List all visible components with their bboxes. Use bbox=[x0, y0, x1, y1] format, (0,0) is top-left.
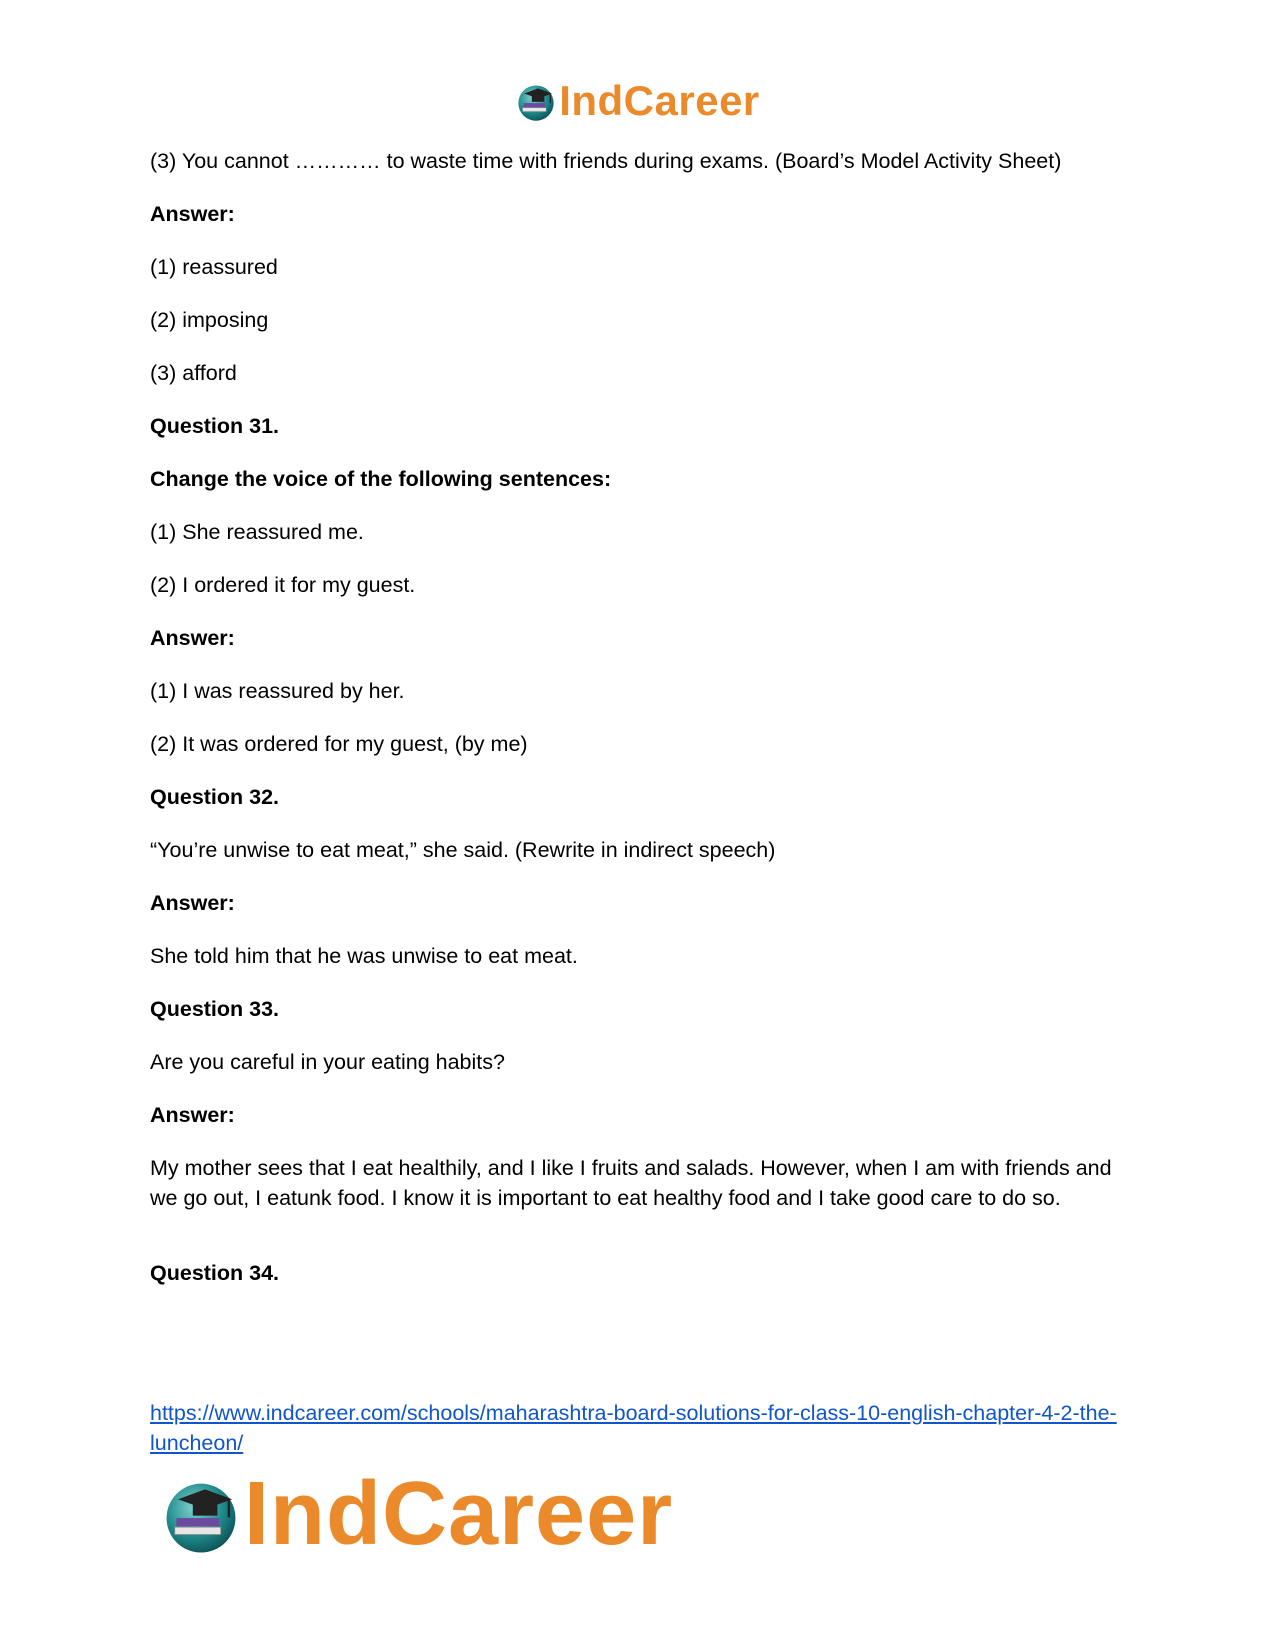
heading-text: Change the voice of the following sentences: bbox=[150, 467, 612, 491]
heading-text: Question 32. bbox=[150, 785, 280, 809]
body-text: (1) reassured bbox=[150, 255, 278, 279]
body-text: She told him that he was unwise to eat meat. bbox=[150, 944, 578, 968]
heading-text: Question 31. bbox=[150, 414, 280, 438]
heading-text: Answer: bbox=[150, 891, 235, 915]
body-text: (2) I ordered it for my guest. bbox=[150, 573, 416, 597]
footer-brand-text: IndCareer bbox=[244, 1464, 674, 1564]
header-logo bbox=[0, 78, 1275, 124]
body-text: (2) imposing bbox=[150, 308, 269, 332]
body-text: (1) I was reassured by her. bbox=[150, 679, 405, 703]
body-text: My mother sees that I eat healthily, and I like I fruits and salads. However, when I am with friends and we go out, I eatunk food. I know it is important to eat healthy food and I take good care to do so. bbox=[150, 1156, 1112, 1210]
heading-text: Answer: bbox=[150, 626, 235, 650]
heading-text: Question 33. bbox=[150, 997, 280, 1021]
globe-cap-icon bbox=[515, 80, 557, 122]
body-text: (2) It was ordered for my guest, (by me) bbox=[150, 732, 528, 756]
body-text: (3) You cannot ………… to waste time with friends during exams. (Board’s Model Activity Sheet) bbox=[150, 149, 1062, 173]
heading-text: Question 34. bbox=[150, 1261, 280, 1285]
source-link[interactable]: https://www.indcareer.com/schools/maharashtra-board-solutions-for-class-10-english-chapter-4-2-the-luncheon/ bbox=[150, 1401, 1117, 1455]
body-text: (1) She reassured me. bbox=[150, 520, 364, 544]
body-text: “You’re unwise to eat meat,” she said. (Rewrite in indirect speech) bbox=[150, 838, 776, 862]
body-text: (3) afford bbox=[150, 361, 237, 385]
footer-logo bbox=[160, 1464, 674, 1564]
header-brand-text: IndCareer bbox=[559, 77, 760, 124]
heading-text: Answer: bbox=[150, 202, 235, 226]
globe-cap-icon bbox=[160, 1473, 242, 1555]
body-text: Are you careful in your eating habits? bbox=[150, 1050, 505, 1074]
heading-text: Answer: bbox=[150, 1103, 235, 1127]
